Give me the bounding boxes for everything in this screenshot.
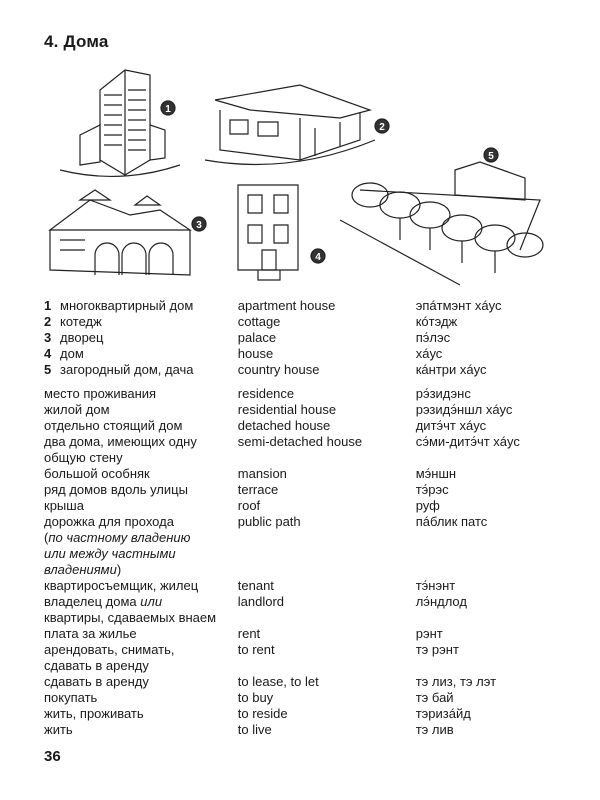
russian-term-line: [44, 610, 238, 626]
english-term: to live: [237, 722, 272, 737]
russian-term-text: сдавать в аренду: [44, 658, 149, 673]
page-title: 4. Дома: [44, 32, 109, 51]
russian-term-line: [44, 402, 238, 418]
english-term: detached house: [237, 418, 331, 433]
russian-term-line: [44, 658, 238, 674]
english-term: residence: [237, 386, 295, 401]
russian-term-line: [44, 594, 238, 610]
russian-term: [44, 594, 238, 626]
russian-term-line: [44, 466, 238, 482]
russian-term-line: [44, 418, 238, 434]
vocabulary-entry: [44, 626, 564, 642]
transcription: дитэ́чт хáус: [415, 418, 487, 433]
english-term: cottage: [237, 314, 281, 329]
russian-term-line: [44, 362, 238, 378]
russian-term: [44, 386, 238, 402]
russian-term: [44, 434, 238, 466]
apartment-building-drawing: [60, 70, 180, 176]
transcription: эпáтмэнт хáус: [415, 298, 502, 313]
russian-term-line: [44, 298, 238, 314]
english-term: to reside: [237, 706, 288, 721]
transcription: кáнтри хáус: [415, 362, 487, 377]
transcription: пэ́лэс: [415, 330, 451, 345]
transcription: рэ́зидэнс: [415, 386, 471, 401]
russian-term-text: отдельно стоящий дом: [44, 418, 183, 433]
english-term: palace: [237, 330, 277, 345]
russian-term-text: многоквартирный дом: [60, 298, 194, 313]
russian-term-text: плата за жилье: [44, 626, 137, 641]
vocabulary-entry: [44, 362, 564, 378]
russian-term: [44, 314, 238, 330]
house-illustrations: [0, 0, 600, 290]
russian-term-line: [44, 386, 238, 402]
russian-term-text: дорожка для прохода: [44, 514, 174, 529]
russian-term-line: [44, 690, 238, 706]
vocabulary-entry: [44, 466, 564, 482]
russian-term-text: крыша: [44, 498, 84, 513]
russian-term: [44, 514, 238, 578]
russian-term: [44, 418, 238, 434]
russian-term: [44, 346, 238, 362]
entry-number: 5: [44, 362, 52, 377]
transcription: кóтэдж: [415, 314, 458, 329]
entry-number: 4: [44, 346, 52, 361]
russian-term: [44, 642, 238, 674]
transcription: тэ бай: [415, 690, 454, 705]
russian-term-text: дом: [60, 346, 84, 361]
russian-term: [44, 330, 238, 346]
russian-term: [44, 674, 238, 690]
english-term: to buy: [237, 690, 274, 705]
russian-term: [44, 466, 238, 482]
russian-term-text: жить, проживать: [44, 706, 144, 721]
russian-term-text: арендовать, снимать,: [44, 642, 175, 657]
entry-number: 1: [44, 298, 52, 313]
russian-term-line: [44, 546, 238, 562]
transcription: тэ рэнт: [415, 642, 459, 657]
russian-term-text: квартиры, сдаваемых внаем: [44, 610, 217, 625]
house-drawing: [238, 185, 298, 280]
vocabulary-entry: [44, 386, 564, 402]
russian-term: [44, 626, 238, 642]
english-term: roof: [237, 498, 261, 513]
english-term: semi-detached house: [237, 434, 363, 449]
english-term: to lease, to let: [237, 674, 319, 689]
russian-term: [44, 722, 238, 738]
english-term: house: [237, 346, 274, 361]
country-house-drawing: [340, 162, 543, 285]
vocabulary-entry: [44, 482, 564, 498]
russian-term-line: [44, 722, 238, 738]
russian-term: [44, 578, 238, 594]
vocabulary-entry: [44, 402, 564, 418]
english-term: public path: [237, 514, 301, 529]
russian-term-text: дворец: [60, 330, 104, 345]
russian-term-line: [44, 330, 238, 346]
russian-term-line: [44, 434, 238, 450]
russian-term-text: квартиросъемщик, жилец: [44, 578, 199, 593]
transcription: рэзидэ́ншл хáус: [415, 402, 513, 417]
vocabulary-entry: [44, 642, 564, 674]
cottage-drawing: [205, 85, 375, 165]
english-term: tenant: [237, 578, 274, 593]
russian-term-text: загородный дом, дача: [60, 362, 194, 377]
russian-term-text: (: [44, 530, 49, 545]
russian-term-italic-text: или между частными: [44, 546, 176, 561]
transcription: тэ́рэс: [415, 482, 449, 497]
russian-term-line: [44, 674, 238, 690]
russian-term-line: [44, 626, 238, 642]
russian-term: [44, 690, 238, 706]
russian-term-italic-text: владениями: [44, 562, 117, 577]
entry-number: 3: [44, 330, 52, 345]
transcription: тэ лиз, тэ лэт: [415, 674, 497, 689]
english-term: country house: [237, 362, 320, 377]
vocabulary-entry: [44, 706, 564, 722]
english-term: apartment house: [237, 298, 336, 313]
english-term: landlord: [237, 594, 285, 609]
illustration-number: 3: [196, 220, 202, 231]
vocabulary-entry: [44, 418, 564, 434]
transcription: тэризáйд: [415, 706, 471, 721]
russian-term-text: жить: [44, 722, 73, 737]
russian-term-text: большой особняк: [44, 466, 150, 481]
page-number: 36: [44, 748, 61, 765]
english-term: rent: [237, 626, 261, 641]
palace-drawing: [50, 190, 190, 275]
transcription: мэ́ншн: [415, 466, 457, 481]
vocabulary-entry: [44, 330, 564, 346]
vocabulary-entry: [44, 498, 564, 514]
russian-term-line: [44, 346, 238, 362]
vocabulary-entry: [44, 346, 564, 362]
vocabulary-list: [44, 298, 564, 738]
russian-term-line: [44, 514, 238, 530]
russian-term: [44, 498, 238, 514]
russian-term-line: [44, 498, 238, 514]
transcription: тэ́нэнт: [415, 578, 456, 593]
vocabulary-entry: [44, 514, 564, 578]
transcription: тэ лив: [415, 722, 454, 737]
transcription: сэ́ми-дитэ́чт хáус: [415, 434, 520, 449]
vocabulary-entry: [44, 674, 564, 690]
russian-term-line: [44, 530, 238, 546]
transcription: хáус: [415, 346, 443, 361]
russian-term-text: владелец дома: [44, 594, 141, 609]
transcription: руф: [415, 498, 440, 513]
russian-term: [44, 402, 238, 418]
english-term: mansion: [237, 466, 287, 481]
russian-term: [44, 298, 238, 314]
russian-term-text: жилой дом: [44, 402, 110, 417]
russian-term-text: ): [116, 562, 122, 577]
transcription: пáблик патс: [415, 514, 488, 529]
vocabulary-entry: [44, 594, 564, 626]
entry-number: 2: [44, 314, 52, 329]
russian-term-text: ряд домов вдоль улицы: [44, 482, 188, 497]
russian-term: [44, 362, 238, 378]
illustration-number: 5: [488, 151, 494, 162]
russian-term-text: котедж: [60, 314, 102, 329]
illustration-number: 2: [379, 122, 385, 133]
russian-term-text: покупать: [44, 690, 98, 705]
english-term: to rent: [237, 642, 275, 657]
vocabulary-entry: [44, 690, 564, 706]
transcription: рэнт: [415, 626, 443, 641]
russian-term-text: сдавать в аренду: [44, 674, 149, 689]
illustration-number: 4: [315, 252, 321, 263]
english-term: terrace: [237, 482, 279, 497]
russian-term-italic-text: по частному владению: [48, 530, 191, 545]
english-term: residential house: [237, 402, 337, 417]
russian-term-line: [44, 562, 238, 578]
russian-term-text: место проживания: [44, 386, 157, 401]
vocabulary-entry: [44, 578, 564, 594]
russian-term-line: [44, 578, 238, 594]
russian-term-text: общую стену: [44, 450, 123, 465]
transcription: лэ́ндлод: [415, 594, 467, 609]
vocabulary-entry: [44, 434, 564, 466]
russian-term-line: [44, 314, 238, 330]
russian-term-line: [44, 450, 238, 466]
russian-term: [44, 706, 238, 722]
russian-term: [44, 482, 238, 498]
russian-term-line: [44, 706, 238, 722]
illustration-number: 1: [165, 104, 171, 115]
vocabulary-entry: [44, 298, 564, 314]
russian-term-text: два дома, имеющих одну: [44, 434, 197, 449]
russian-term-line: [44, 482, 238, 498]
vocabulary-entry: [44, 314, 564, 330]
russian-term-line: [44, 642, 238, 658]
vocabulary-entry: [44, 722, 564, 738]
russian-term-italic-text: или: [140, 594, 163, 609]
